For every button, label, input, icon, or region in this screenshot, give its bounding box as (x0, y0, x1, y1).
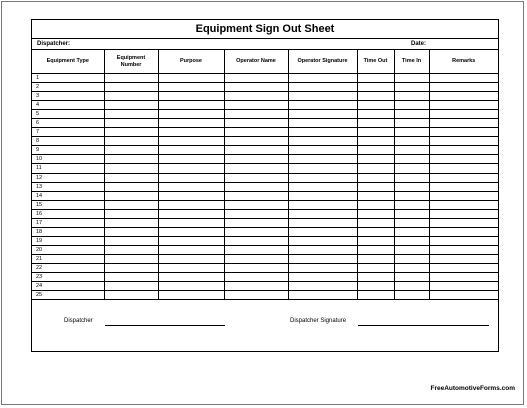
entry-cell[interactable] (158, 155, 224, 164)
entry-cell[interactable] (288, 191, 357, 200)
row-number-cell[interactable]: 6 (32, 119, 104, 128)
entry-cell[interactable] (394, 182, 429, 191)
entry-cell[interactable] (224, 128, 288, 137)
entry-cell[interactable] (394, 209, 429, 218)
row-number-cell[interactable]: 3 (32, 92, 104, 101)
entry-cell[interactable] (224, 83, 288, 92)
entry-cell[interactable] (357, 164, 394, 173)
entry-cell[interactable] (288, 236, 357, 245)
header-row (32, 50, 498, 74)
dispatcher-label: Dispatcher: (37, 41, 71, 47)
entry-cell[interactable] (394, 254, 429, 263)
entry-cell[interactable] (429, 137, 498, 146)
entry-cell[interactable] (158, 74, 224, 83)
entry-cell[interactable] (224, 245, 288, 254)
entry-cell[interactable] (288, 110, 357, 119)
entry-cell[interactable] (394, 273, 429, 282)
entry-cell[interactable] (158, 273, 224, 282)
col-operator-signature: Operator Signature (288, 50, 357, 74)
entry-cell[interactable] (104, 92, 158, 101)
row-number-cell[interactable]: 16 (32, 209, 104, 218)
col-equipment-number: Equipment Number (104, 50, 158, 74)
entry-cell[interactable] (357, 273, 394, 282)
table-row (32, 254, 498, 263)
table-row (32, 101, 498, 110)
entry-cell[interactable] (104, 128, 158, 137)
row-number-cell[interactable]: 23 (32, 273, 104, 282)
entry-cell[interactable] (288, 173, 357, 182)
entry-cell[interactable] (104, 236, 158, 245)
entry-cell[interactable] (224, 182, 288, 191)
row-number-cell[interactable]: 21 (32, 254, 104, 263)
entry-cell[interactable] (429, 200, 498, 209)
table-row (32, 191, 498, 200)
entry-cell[interactable] (104, 209, 158, 218)
entry-cell[interactable] (429, 110, 498, 119)
entry-cell[interactable] (357, 218, 394, 227)
row-number-cell[interactable]: 24 (32, 282, 104, 291)
entry-cell[interactable] (104, 173, 158, 182)
entry-cell[interactable] (288, 128, 357, 137)
entry-cell[interactable] (357, 236, 394, 245)
entry-cell[interactable] (394, 245, 429, 254)
entry-cell[interactable] (158, 173, 224, 182)
entry-cell[interactable] (224, 218, 288, 227)
table-row (32, 245, 498, 254)
entry-cell[interactable] (224, 92, 288, 101)
entry-cell[interactable] (158, 119, 224, 128)
entry-cell[interactable] (288, 146, 357, 155)
table-row (32, 227, 498, 236)
entry-cell[interactable] (158, 236, 224, 245)
entry-cell[interactable] (158, 254, 224, 263)
row-number-cell[interactable]: 18 (32, 227, 104, 236)
table-row (32, 209, 498, 218)
entry-cell[interactable] (288, 119, 357, 128)
entry-cell[interactable] (394, 146, 429, 155)
entry-cell[interactable] (288, 245, 357, 254)
entry-cell[interactable] (394, 137, 429, 146)
entry-cell[interactable] (429, 128, 498, 137)
entry-cell[interactable] (394, 92, 429, 101)
entry-cell[interactable] (158, 101, 224, 110)
entry-cell[interactable] (429, 182, 498, 191)
entry-cell[interactable] (429, 263, 498, 272)
table-row (32, 155, 498, 164)
col-remarks: Remarks (429, 50, 498, 74)
entry-cell[interactable] (288, 263, 357, 272)
entry-cell[interactable] (394, 155, 429, 164)
entry-cell[interactable] (224, 191, 288, 200)
entry-cell[interactable] (357, 74, 394, 83)
entry-cell[interactable] (224, 209, 288, 218)
table-row (32, 182, 498, 191)
row-number-cell[interactable]: 4 (32, 101, 104, 110)
entry-cell[interactable] (224, 227, 288, 236)
entry-cell[interactable] (394, 263, 429, 272)
entry-cell[interactable] (104, 101, 158, 110)
entry-cell[interactable] (429, 155, 498, 164)
entry-cell[interactable] (288, 137, 357, 146)
entry-cell[interactable] (224, 74, 288, 83)
entry-cell[interactable] (357, 146, 394, 155)
entry-cell[interactable] (104, 227, 158, 236)
col-operator-name: Operator Name (224, 50, 288, 74)
entry-cell[interactable] (429, 92, 498, 101)
entry-cell[interactable] (357, 83, 394, 92)
entry-cell[interactable] (158, 182, 224, 191)
entry-cell[interactable] (429, 254, 498, 263)
entry-cell[interactable] (158, 227, 224, 236)
entry-cell[interactable] (224, 263, 288, 272)
entry-cell[interactable] (224, 119, 288, 128)
entry-cell[interactable] (357, 155, 394, 164)
entry-cell[interactable] (158, 137, 224, 146)
entry-cell[interactable] (158, 245, 224, 254)
entry-cell[interactable] (288, 209, 357, 218)
entry-cell[interactable] (104, 137, 158, 146)
row-number-cell[interactable]: 8 (32, 137, 104, 146)
signature-footer (32, 286, 498, 352)
entry-cell[interactable] (158, 164, 224, 173)
dispatcher-date-row (32, 39, 498, 50)
row-number-cell[interactable]: 9 (32, 146, 104, 155)
entry-cell[interactable] (288, 200, 357, 209)
entry-cell[interactable] (394, 110, 429, 119)
entry-cell[interactable] (394, 83, 429, 92)
entry-cell[interactable] (104, 254, 158, 263)
entry-cell[interactable] (158, 218, 224, 227)
row-number-cell[interactable]: 14 (32, 191, 104, 200)
entry-cell[interactable] (224, 137, 288, 146)
row-number-cell[interactable]: 1 (32, 74, 104, 83)
table-row (32, 128, 498, 137)
entry-cell[interactable] (224, 155, 288, 164)
entry-cell[interactable] (104, 191, 158, 200)
entry-cell[interactable] (104, 164, 158, 173)
entry-cell[interactable] (357, 209, 394, 218)
entry-cell[interactable] (357, 101, 394, 110)
entry-cell[interactable] (357, 110, 394, 119)
row-number-cell[interactable]: 19 (32, 236, 104, 245)
row-number-cell[interactable]: 22 (32, 263, 104, 272)
entry-cell[interactable] (288, 273, 357, 282)
entry-cell[interactable] (288, 227, 357, 236)
entry-cell[interactable] (288, 164, 357, 173)
entry-cell[interactable] (224, 273, 288, 282)
entry-cell[interactable] (394, 200, 429, 209)
entry-cell[interactable] (357, 119, 394, 128)
entry-cell[interactable] (158, 209, 224, 218)
entry-cell[interactable] (429, 191, 498, 200)
entry-cell[interactable] (158, 191, 224, 200)
entry-cell[interactable] (357, 173, 394, 182)
entry-cell[interactable] (429, 119, 498, 128)
entry-cell[interactable] (429, 146, 498, 155)
entry-cell[interactable] (158, 83, 224, 92)
entry-cell[interactable] (357, 227, 394, 236)
entry-cell[interactable] (104, 83, 158, 92)
entry-cell[interactable] (224, 110, 288, 119)
entry-cell[interactable] (104, 273, 158, 282)
entry-cell[interactable] (357, 263, 394, 272)
entry-cell[interactable] (357, 254, 394, 263)
entry-cell[interactable] (224, 146, 288, 155)
entry-cell[interactable] (158, 263, 224, 272)
dispatcher-signature-line[interactable] (105, 325, 225, 326)
table-row (32, 110, 498, 119)
col-equipment-type: Equipment Type (32, 50, 104, 74)
col-time-out: Time Out (357, 50, 394, 74)
entry-cell[interactable] (429, 209, 498, 218)
entry-cell[interactable] (288, 254, 357, 263)
entry-cell[interactable] (158, 146, 224, 155)
form-title: Equipment Sign Out Sheet (32, 20, 498, 39)
entry-cell[interactable] (357, 128, 394, 137)
entry-cell[interactable] (104, 74, 158, 83)
sign-out-form (31, 19, 499, 352)
row-number-cell[interactable]: 17 (32, 218, 104, 227)
row-number-cell[interactable]: 12 (32, 173, 104, 182)
entry-cell[interactable] (224, 200, 288, 209)
entry-cell[interactable] (104, 245, 158, 254)
table-row (32, 164, 498, 173)
table-row (32, 173, 498, 182)
table-row (32, 74, 498, 83)
row-number-cell[interactable]: 15 (32, 200, 104, 209)
entry-cell[interactable] (429, 218, 498, 227)
entry-cell[interactable] (429, 83, 498, 92)
entry-cell[interactable] (104, 146, 158, 155)
row-number-cell[interactable]: 11 (32, 164, 104, 173)
entry-cell[interactable] (429, 101, 498, 110)
entry-cell[interactable] (104, 110, 158, 119)
row-number-cell[interactable]: 5 (32, 110, 104, 119)
entry-cell[interactable] (394, 74, 429, 83)
site-credit: FreeAutomotiveForms.com (430, 385, 515, 392)
entry-cell[interactable] (429, 227, 498, 236)
entry-cell[interactable] (104, 263, 158, 272)
entry-cell[interactable] (158, 92, 224, 101)
table-row (32, 273, 498, 282)
entry-cell[interactable] (394, 191, 429, 200)
entry-cell[interactable] (288, 182, 357, 191)
entry-cell[interactable] (288, 92, 357, 101)
entry-cell[interactable] (394, 128, 429, 137)
equipment-log-table (32, 50, 498, 300)
entry-cell[interactable] (429, 74, 498, 83)
entry-cell[interactable] (394, 101, 429, 110)
table-row (32, 92, 498, 101)
row-number-cell[interactable]: 25 (32, 291, 104, 300)
entry-cell[interactable] (357, 191, 394, 200)
entry-cell[interactable] (394, 227, 429, 236)
table-row (32, 236, 498, 245)
entry-cell[interactable] (357, 245, 394, 254)
dispatcher-footer-label: Dispatcher (64, 318, 93, 324)
entry-cell[interactable] (158, 200, 224, 209)
entry-cell[interactable] (394, 164, 429, 173)
entry-cell[interactable] (224, 254, 288, 263)
entry-cell[interactable] (394, 236, 429, 245)
entry-cell[interactable] (288, 218, 357, 227)
entry-cell[interactable] (394, 119, 429, 128)
table-row (32, 200, 498, 209)
table-row (32, 137, 498, 146)
entry-cell[interactable] (224, 173, 288, 182)
dispatcher-signature-label: Dispatcher Signature (290, 318, 347, 324)
entry-cell[interactable] (429, 164, 498, 173)
entry-cell[interactable] (288, 155, 357, 164)
entry-cell[interactable] (224, 236, 288, 245)
entry-cell[interactable] (357, 200, 394, 209)
row-number-cell[interactable]: 13 (32, 182, 104, 191)
table-row (32, 83, 498, 92)
dispatcher-signature-field-line[interactable] (358, 325, 489, 326)
entry-cell[interactable] (104, 200, 158, 209)
entry-cell[interactable] (429, 245, 498, 254)
date-label: Date: (411, 41, 427, 47)
entry-cell[interactable] (429, 173, 498, 182)
entry-cell[interactable] (288, 74, 357, 83)
entry-cell[interactable] (357, 182, 394, 191)
row-number-cell[interactable]: 20 (32, 245, 104, 254)
row-number-cell[interactable]: 7 (32, 128, 104, 137)
entry-cell[interactable] (224, 164, 288, 173)
entry-cell[interactable] (429, 236, 498, 245)
col-time-in: Time In (394, 50, 429, 74)
entry-cell[interactable] (158, 110, 224, 119)
row-number-cell[interactable]: 10 (32, 155, 104, 164)
entry-cell[interactable] (104, 218, 158, 227)
entry-cell[interactable] (288, 101, 357, 110)
entry-cell[interactable] (394, 173, 429, 182)
col-purpose: Purpose (158, 50, 224, 74)
entry-cell[interactable] (224, 101, 288, 110)
row-number-cell[interactable]: 2 (32, 83, 104, 92)
table-row (32, 218, 498, 227)
entry-cell[interactable] (104, 182, 158, 191)
entry-cell[interactable] (158, 128, 224, 137)
entry-cell[interactable] (357, 137, 394, 146)
entry-cell[interactable] (357, 92, 394, 101)
entry-cell[interactable] (288, 83, 357, 92)
entry-cell[interactable] (394, 218, 429, 227)
table-row (32, 263, 498, 272)
entry-cell[interactable] (104, 119, 158, 128)
table-row (32, 146, 498, 155)
entry-cell[interactable] (104, 155, 158, 164)
table-row (32, 119, 498, 128)
entry-cell[interactable] (429, 273, 498, 282)
